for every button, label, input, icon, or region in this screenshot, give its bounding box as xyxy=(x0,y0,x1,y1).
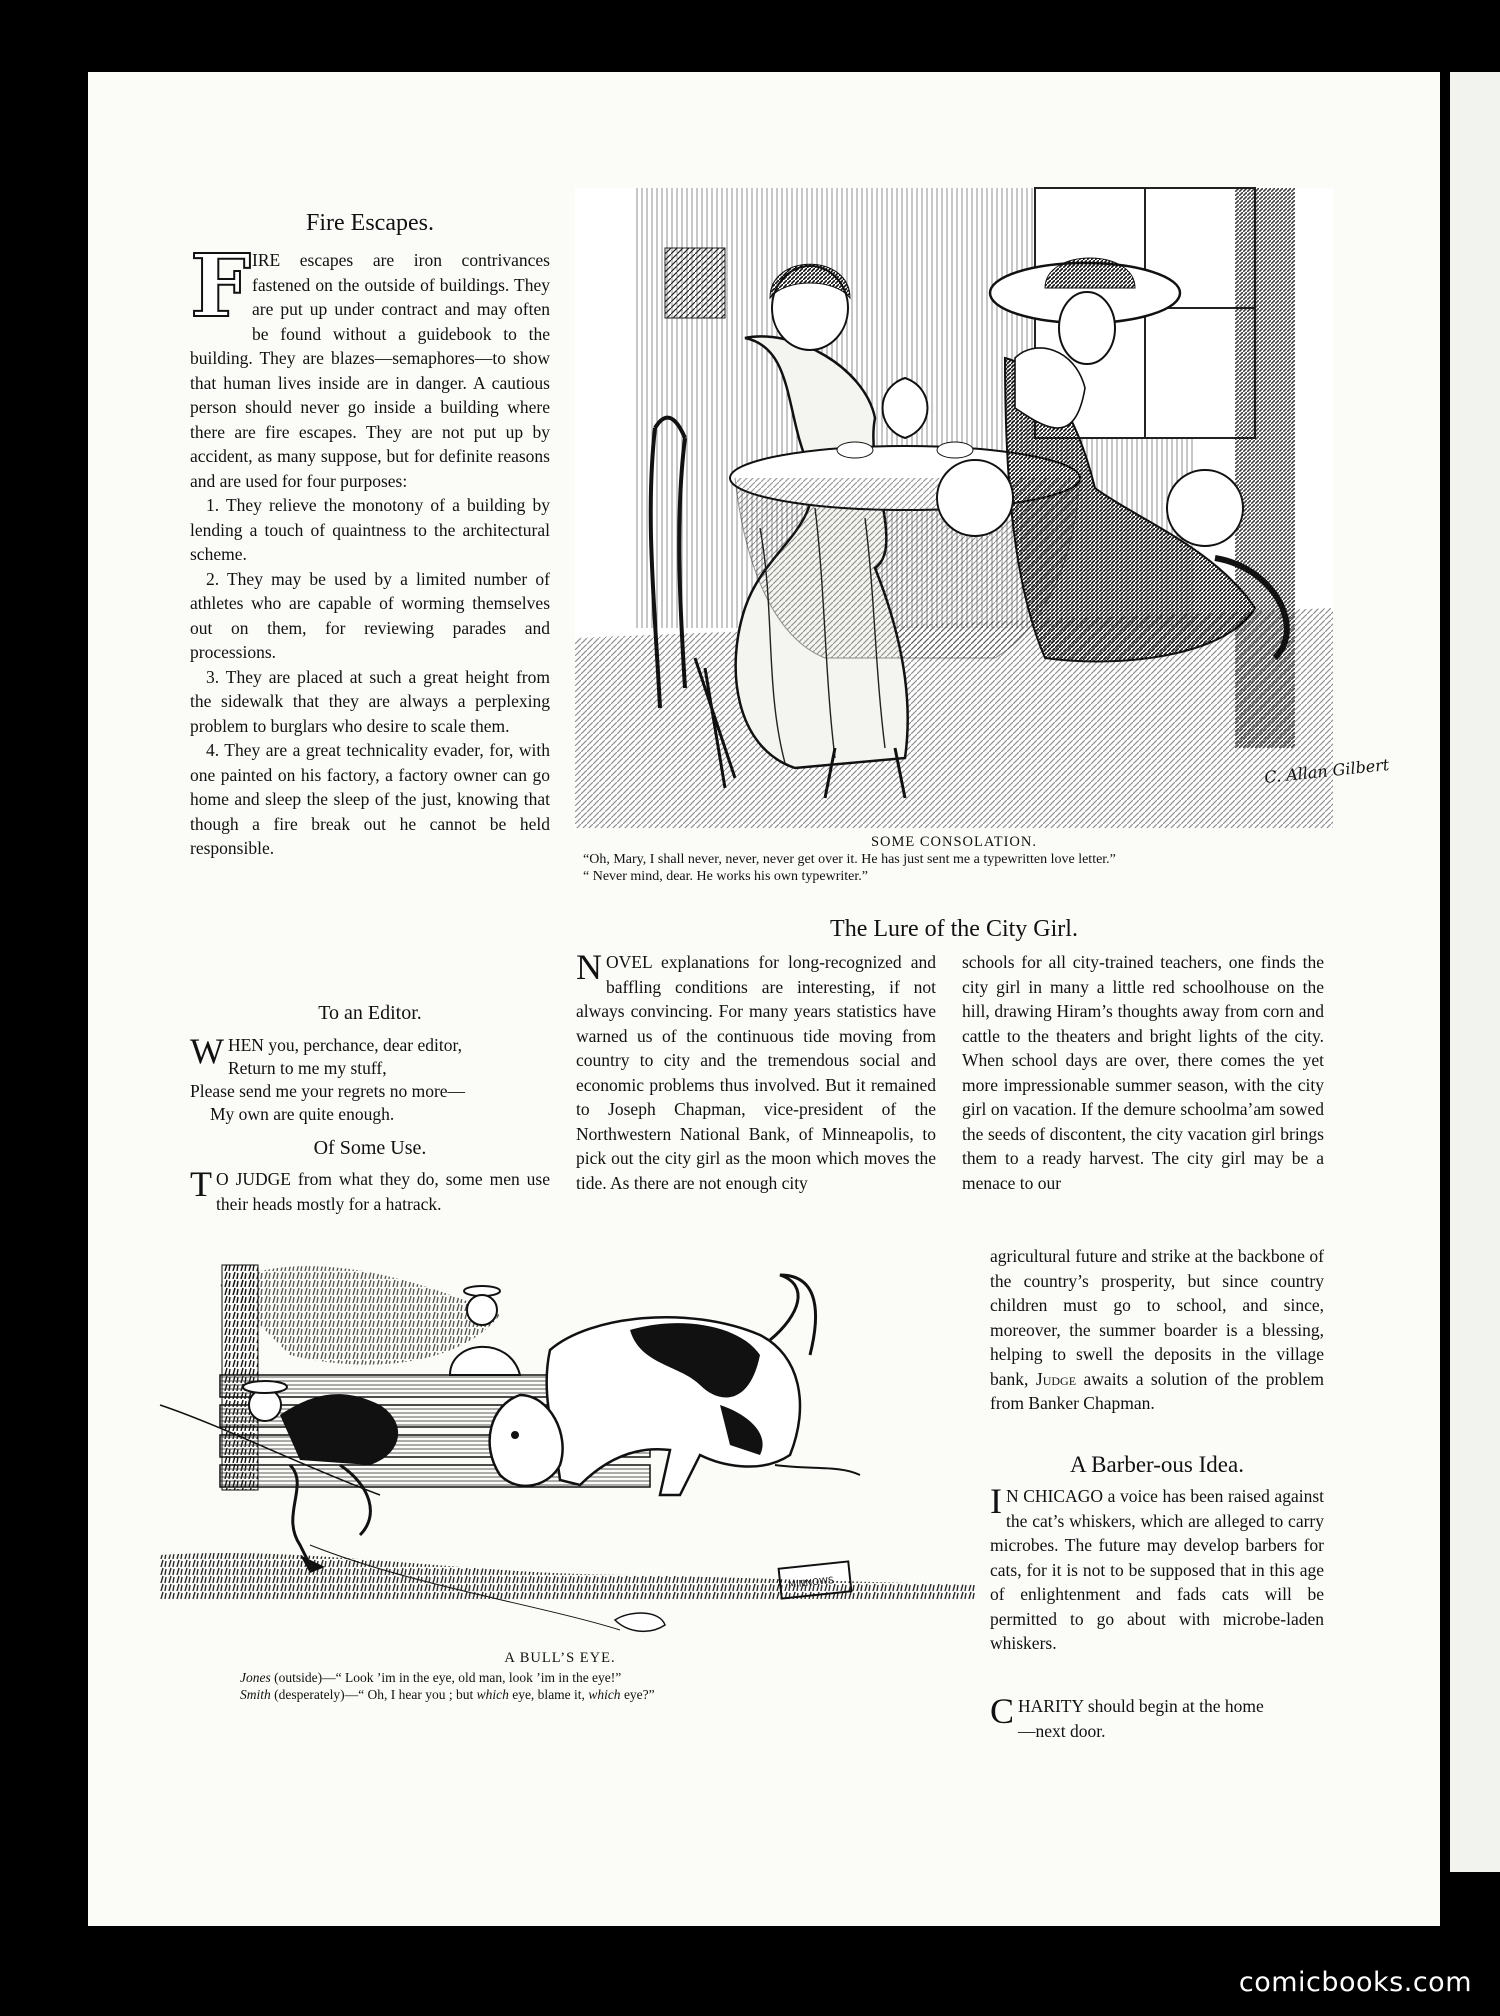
bulls-eye-title: A BULL’S EYE. xyxy=(504,1650,616,1666)
fire-escapes-item-1: 1. They relieve the monotony of a building by lending a touch of quaintness to the architectural scheme. xyxy=(190,495,550,564)
of-some-use-article xyxy=(190,1135,550,1216)
barber-cap: I xyxy=(990,1481,1002,1521)
barber-text: N CHICAGO a voice has been raised against the cat’s whiskers, which are alleged to carry microbes. The future may develop barbers for cats, for it is not to be supposed that in this age of enlightenment and fads cats will be permitted to go about with microbe-laden whiskers. xyxy=(990,1486,1324,1653)
lure-column-3-text-a: agricultural future and strike at the backbone of the country’s prosperity, but since country children must go to school, and since, moreover, the summer boarder is a blessing, helping to swell the deposits in the village bank, xyxy=(990,1246,1324,1389)
bulls-eye-line-2-text-b: eye, blame it, xyxy=(512,1687,585,1702)
bulls-eye-line-1 xyxy=(240,1669,880,1686)
bulls-eye-illustration xyxy=(160,1255,975,1645)
charity-line-2: —next door. xyxy=(1018,1720,1106,1741)
lure-column-3-text-b: awaits a solution of the problem from Banker Chapman. xyxy=(990,1368,1325,1413)
some-consolation-line-2: “ Never mind, dear. He works his own typewriter.” xyxy=(583,869,868,884)
to-an-editor-line-2: Return to me my stuff, xyxy=(227,1058,387,1078)
bulls-eye-line-2 xyxy=(240,1686,880,1703)
fire-escapes-item-2: 2. They may be used by a limited number of athletes who are capable of worming themselves out on them, for reviewing parades and processions. xyxy=(190,568,550,662)
charity-article xyxy=(990,1691,1330,1743)
next-page-edge xyxy=(1450,72,1500,1872)
artist-signature: C. Allan Gilbert xyxy=(1263,754,1391,787)
lure-column-3-text xyxy=(990,1244,1324,1416)
lure-column-1 xyxy=(576,947,936,1195)
to-an-editor-line-3: Please send me your regrets no more— xyxy=(190,1081,466,1101)
fire-escapes-item-3: 3. They are placed at such a great height from the sidewalk that they are always a perplexing problem to burglars who desire to scale them. xyxy=(190,666,550,736)
bulls-eye-which-1: which xyxy=(476,1687,509,1702)
lure-column-2-text: schools for all city-trained teachers, one finds the city girl in many a little red schoolhouse on the hill, drawing Hiram’s thoughts away from corn and cattle to the theaters and bright lights of the city. When school days are over, there comes the yet more impressionable summer season, with the city girl on vacation. If the demure schoolma’am sowed the seeds of discontent, the city vacation girl brings them to a ready harvest. The city girl may be a menace to our xyxy=(962,952,1324,1193)
to-an-editor-title: To an Editor. xyxy=(318,1002,422,1024)
to-an-editor-poem xyxy=(190,1000,550,1126)
some-consolation-caption xyxy=(575,834,1333,885)
to-an-editor-line-4: My own are quite enough. xyxy=(210,1104,395,1124)
bulls-eye-drawing xyxy=(160,1255,975,1645)
charity-cap: C xyxy=(990,1691,1015,1731)
lure-column-3 xyxy=(990,1244,1324,1416)
site-watermark: comicbooks.com xyxy=(1238,1967,1472,1998)
to-an-editor-line-1: HEN you, perchance, dear editor, xyxy=(227,1035,462,1055)
bulls-eye-line-1-text: (outside)—“ Look ’im in the eye, old man, look ’im in the eye!” xyxy=(274,1670,622,1685)
barber-title: A Barber-ous Idea. xyxy=(1070,1452,1244,1477)
bulls-eye-line-2-text-a: (desperately)—“ Oh, I hear you ; but xyxy=(274,1687,474,1702)
bulls-eye-which-2: which xyxy=(588,1687,621,1702)
lure-judge-word: Judge xyxy=(1035,1368,1077,1389)
bulls-eye-speaker-1: Jones xyxy=(240,1670,271,1685)
lure-column-1-text: OVEL explanations for long-recognized and baffling conditions are interesting, if not always convincing. For many years statistics have warned us of the continuous tide moving from country to city and the tremendous social and economic problems thus involved. But it remained to Joseph Chapman, vice-president of the Northwestern National Bank, of Minneapolis, to pick out the city girl as the moon which moves the tide. As there are not enough city xyxy=(576,952,936,1193)
of-some-use-cap: T xyxy=(190,1164,212,1204)
some-consolation-drawing xyxy=(575,188,1391,828)
bulls-eye-speaker-2: Smith xyxy=(240,1687,271,1702)
lure-title: The Lure of the City Girl. xyxy=(830,916,1078,942)
some-consolation-title: SOME CONSOLATION. xyxy=(870,834,1038,850)
fire-escapes-article xyxy=(190,208,550,861)
of-some-use-text: O JUDGE from what they do, some men use their heads mostly for a hatrack. xyxy=(216,1169,550,1214)
lure-cap: N xyxy=(576,947,602,987)
fire-escapes-lead: IRE escapes are iron contrivances fastened on the outside of buildings. They are put up under contract and may often be found without a guidebook to the building. They are blazes—semaphores—to show that human lives inside are in danger. A cautious person should never go inside a building where there are fire escapes. They are not put up by accident, as many suppose, but for definite reasons and are used for four purposes: xyxy=(190,250,550,491)
fire-escapes-item-4: 4. They are a great technicality evader, for, with one painted on his factory, a factory owner can go home and sleep the sleep of the just, knowing that though a fire break out he cannot be held responsible. xyxy=(190,740,550,858)
some-consolation-line-1: “Oh, Mary, I shall never, never, never get over it. He has just sent me a typewritten love letter.” xyxy=(583,852,1116,867)
to-an-editor-cap: W xyxy=(190,1031,224,1071)
lure-column-2 xyxy=(962,950,1324,1195)
some-consolation-illustration xyxy=(575,188,1391,828)
bulls-eye-caption xyxy=(240,1650,880,1703)
barber-article xyxy=(990,1450,1324,1656)
bulls-eye-line-2-text-c: eye?” xyxy=(623,1687,655,1702)
of-some-use-title: Of Some Use. xyxy=(313,1137,427,1159)
fire-escapes-dropcap: F xyxy=(190,236,252,337)
charity-line-1: HARITY should begin at the home xyxy=(1018,1696,1264,1716)
fire-escapes-title: Fire Escapes. xyxy=(306,210,434,236)
